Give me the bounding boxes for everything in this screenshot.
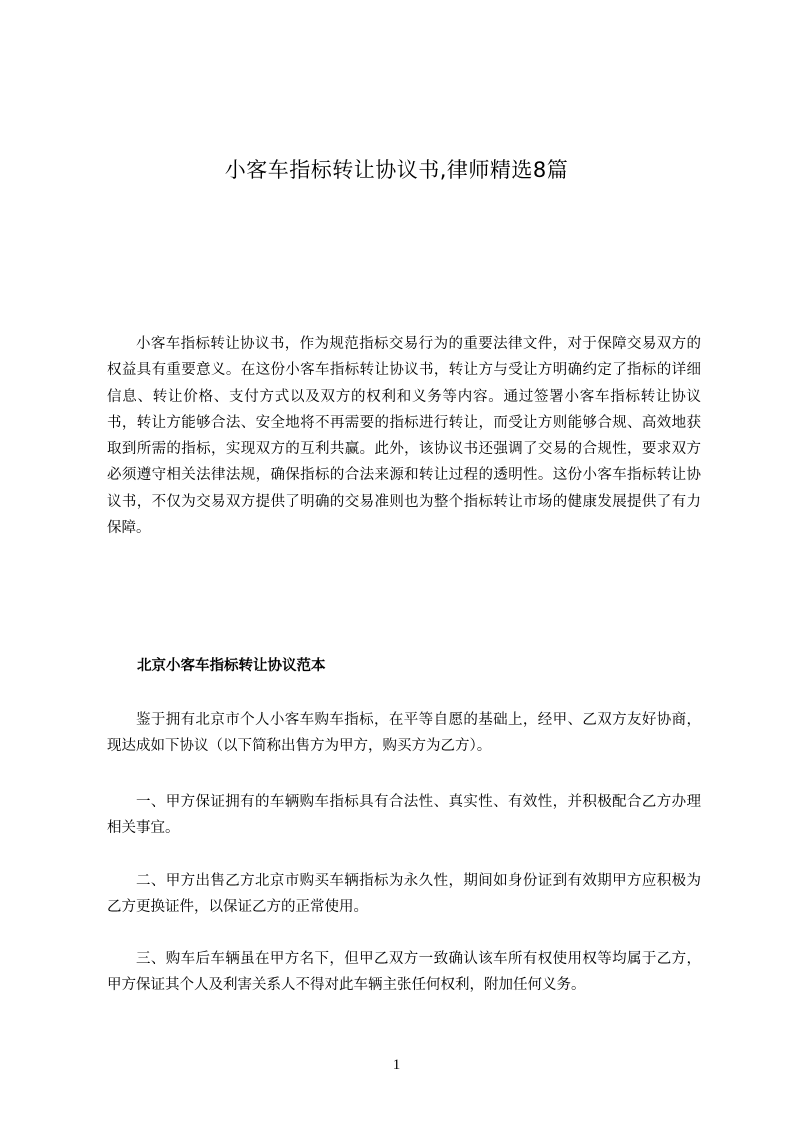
section-heading: 北京小客车指标转让协议范本 xyxy=(137,658,326,674)
clause-two-paragraph: 二、甲方出售乙方北京市购买车辆指标为永久性，期间如身份证到有效期甲方应积极为乙方更换证件，以保证乙方的正常使用。 xyxy=(107,873,701,916)
page-number: 1 xyxy=(392,1057,401,1073)
clause-three-paragraph: 三、购车后车辆虽在甲方名下，但甲乙双方一致确认该车所有权使用权等均属于乙方，甲方保证其个人及利害关系人不得对此车辆主张任何权利，附加任何义务。 xyxy=(107,951,701,994)
agreement-preamble-paragraph: 鉴于拥有北京市个人小客车购车指标，在平等自愿的基础上，经甲、乙双方友好协商，现达成如下协议（以下简称出售方为甲方，购买方为乙方）。 xyxy=(107,712,701,755)
intro-paragraph: 小客车指标转让协议书，作为规范指标交易行为的重要法律文件，对于保障交易双方的权益具有重要意义。在这份小客车指标转让协议书，转让方与受让方明确约定了指标的详细信息、转让价格、支付方式以及双方的权利和义务等内容。通过签署小客车指标转让协议书，转让方能够合法、安全地将不再需要的指标进行转让，而受让方则能够合规、高效地获取到所需的指标，实现双方的互利共赢。此外，该协议书还强调了交易的合规性，要求双方必须遵守相关法律法规，确保指标的合法来源和转让过程的透明性。这份小客车指标转让协议书，不仅为交易双方提供了明确的交易准则也为整个指标转让市场的健康发展提供了有力保障。 xyxy=(107,336,701,537)
clause-one-paragraph: 一、甲方保证拥有的车辆购车指标具有合法性、真实性、有效性，并积极配合乙方办理相关事宜。 xyxy=(107,794,701,837)
page-title: 小客车指标转让协议书,律师精选8篇 xyxy=(224,158,569,183)
